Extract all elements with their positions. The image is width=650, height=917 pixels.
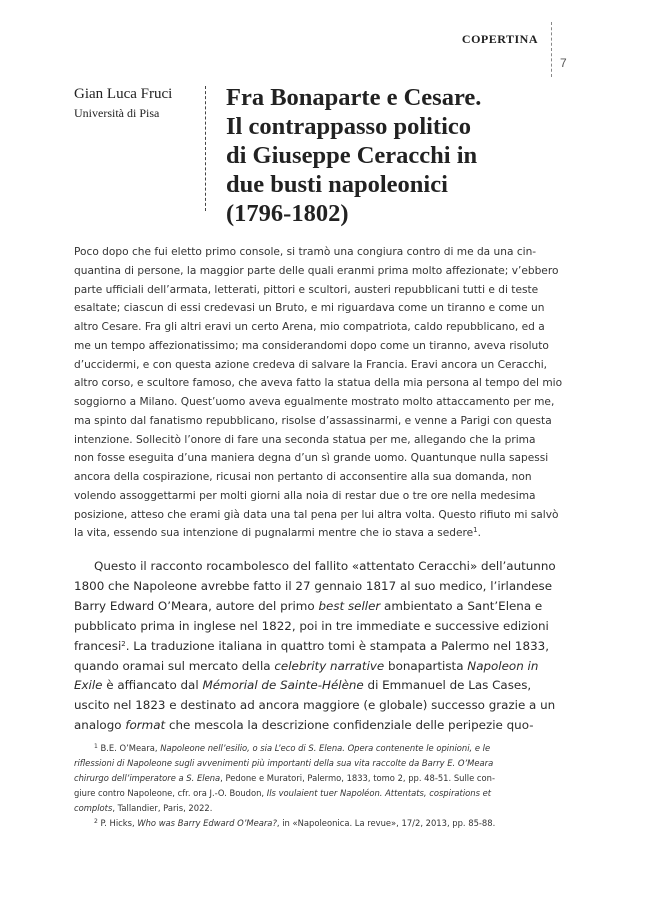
title-line: Fra Bonaparte e Cesare. <box>226 84 482 111</box>
footnote-ref[interactable]: 2 <box>121 639 126 648</box>
footnote-text: B.E. O’Meara, <box>97 743 161 753</box>
body-line: Questo il racconto rocambolesco del fallito «attentato Ceracchi» dell’autunno <box>94 559 556 573</box>
body-emphasis: Mémorial de Sainte-Hélène <box>202 678 364 693</box>
page-number: 7 <box>560 56 567 70</box>
body-text: quando oramai sul mercato della <box>74 658 275 673</box>
quote-line: ancora della cospirazione, ricusai non pertanto di acconsentire alla sua domanda, non <box>74 471 532 483</box>
quote-line: volendo assoggettarmi per molti giorni alla noia di restar due o tre ore nella medesima <box>74 489 536 502</box>
footnote-number: 1 <box>94 743 98 750</box>
quote-line: esaltate; ciascun di essi credevasi un Bruto, e mi riguardava come un tiranno e come un <box>74 302 545 315</box>
footnote-line <box>74 771 579 786</box>
footnote-number: 2 <box>94 818 98 826</box>
body-emphasis: Exile <box>74 678 103 693</box>
quote-line: posizione, atteso che erami già data una tal pena per lui altra volta. Questo rifiuto mi salvò <box>74 508 559 521</box>
footnote-text: , Tallandier, Paris, 2022. <box>112 803 213 814</box>
body-text: è affiancato dal <box>102 678 203 693</box>
title-line: Il contrappasso politico <box>226 113 472 140</box>
quote-line: Poco dopo che fui eletto primo console, si tramò una congiura contro di me da una cin- <box>74 246 537 258</box>
body-line <box>74 637 584 657</box>
footnote-text: , Pedone e Muratori, Palermo, 1833, tomo 2, pp. 48-51. Sulle con- <box>220 773 495 784</box>
footnotes <box>74 741 579 832</box>
quote-line: non fosse eseguita d’una maniera degna d’un sì grande uomo. Quantunque nulla sapessi <box>74 452 549 465</box>
footnote-emphasis: complots <box>74 803 113 814</box>
header-divider <box>551 22 552 77</box>
body-line: pubblicato prima in inglese nel 1822, poi in tre immediate e successive edizioni <box>74 618 549 633</box>
body-text: . La traduzione italiana in quattro tomi è stampata a Palermo nel 1833, <box>125 638 549 653</box>
footnote-emphasis: chirurgo dell’imperatore a S. Elena <box>74 773 221 784</box>
body-emphasis: best seller <box>318 598 381 613</box>
title-line: due busti napoleonici <box>226 171 448 198</box>
body-text: analogo <box>74 718 126 733</box>
section-label: COPERTINA <box>461 32 538 46</box>
footnote-emphasis: Napoleone nell’esilio, o sia L’eco di S. Elena. Opera contenente le opinioni, e le <box>160 743 491 753</box>
title-line: di Giuseppe Ceracchi in <box>226 142 478 169</box>
body-paragraph <box>74 557 584 736</box>
quote-line: ma spinto dal fanatismo repubblicano, risolse d’assassinarmi, e venne a Parigi con questa <box>74 414 552 427</box>
body-line: 1800 che Napoleone avrebbe fatto il 27 gennaio 1817 al suo medico, l’irlandese <box>74 578 553 593</box>
quote-line: altro Cesare. Fra gli altri eravi un certo Arena, mio compatriota, caldo repubblicano, ed a <box>74 321 545 333</box>
body-line <box>74 716 584 736</box>
footnote-line <box>74 756 579 771</box>
author-name: Gian Luca Fruci <box>74 86 173 102</box>
title-divider <box>205 86 206 211</box>
body-text: ambientato a Sant’Elena e <box>380 598 543 613</box>
quote-line: d’uccidermi, e con questa azione credeva di salvare la Francia. Eravi ancora un Ceracchi, <box>74 358 547 371</box>
footnote-text: giure contro Napoleone, cfr. ora J.-O. Boudon, <box>74 788 267 799</box>
footnote-line <box>74 801 579 816</box>
body-text: che mescola la descrizione confidenziale delle peripezie quo- <box>165 718 534 733</box>
body-text: francesi <box>74 638 122 653</box>
author-affiliation: Università di Pisa <box>74 106 160 120</box>
footnote-emphasis: Who was Barry Edward O’Meara? <box>137 818 277 829</box>
body-line: uscito nel 1823 e destinato ad ancora maggiore (e globale) successo grazie a un <box>74 698 556 713</box>
body-line <box>74 597 584 617</box>
footnote-line <box>74 786 579 801</box>
quote-line: intenzione. Sollecitò l’onore di fare una seconda statua per me, allegando che la prima <box>74 433 536 446</box>
epigraph-quote <box>74 243 574 543</box>
footnote-text: P. Hicks, <box>97 818 138 829</box>
body-emphasis: celebrity narrative <box>274 658 385 673</box>
quote-line: altro corso, e scultore famoso, che aveva fatto la statua della mia persona al tempo del mio <box>74 377 563 390</box>
footnote-text: , in «Napoleonica. La revue», 17/2, 2013, pp. 85-88. <box>276 818 496 829</box>
title-line: (1796-1802) <box>226 200 349 227</box>
body-line <box>74 657 584 677</box>
quote-line: me un tempo affezionatissimo; ma considerandomi dopo come un tiranno, aveva risoluto <box>74 339 549 352</box>
footnote-2 <box>74 816 579 831</box>
body-text: di Emmanuel de Las Cases, <box>363 678 532 693</box>
footnote-1 <box>74 741 579 756</box>
body-emphasis: format <box>125 718 166 733</box>
quote-line: parte ufficiali dell’armata, letterati, pittori e scultori, austeri repubblicani tutti e di teste <box>74 283 539 296</box>
body-line <box>74 676 584 696</box>
quote-line-text: la vita, essendo sua intenzione di pugnalarmi mentre che io stava a sedere <box>74 527 474 540</box>
footnote-emphasis: Ils voulaient tuer Napoléon. Attentats, cospirations et <box>266 788 492 799</box>
article-title <box>226 83 546 228</box>
footnote-emphasis: riflessioni di Napoleone sugli avvenimenti più importanti della sua vita raccolte da Barry E. O’Meara <box>74 758 494 769</box>
body-emphasis: Napoleon in <box>467 658 539 673</box>
body-text: Barry Edward O’Meara, autore del primo <box>74 598 319 613</box>
footnote-ref[interactable]: 1 <box>473 526 478 535</box>
quote-line: soggiorno a Milano. Quest’uomo aveva egualmente mostrato molto attaccamento per me, <box>74 396 555 408</box>
quote-line: la vita, essendo sua intenzione di pugnalarmi mentre che io stava a sedere$^1$. <box>74 526 481 540</box>
body-text: bonapartista <box>384 658 468 673</box>
quote-line: quantina di persone, la maggior parte delle quali eranmi prima molto affezionate; v’ebbero <box>74 264 559 277</box>
